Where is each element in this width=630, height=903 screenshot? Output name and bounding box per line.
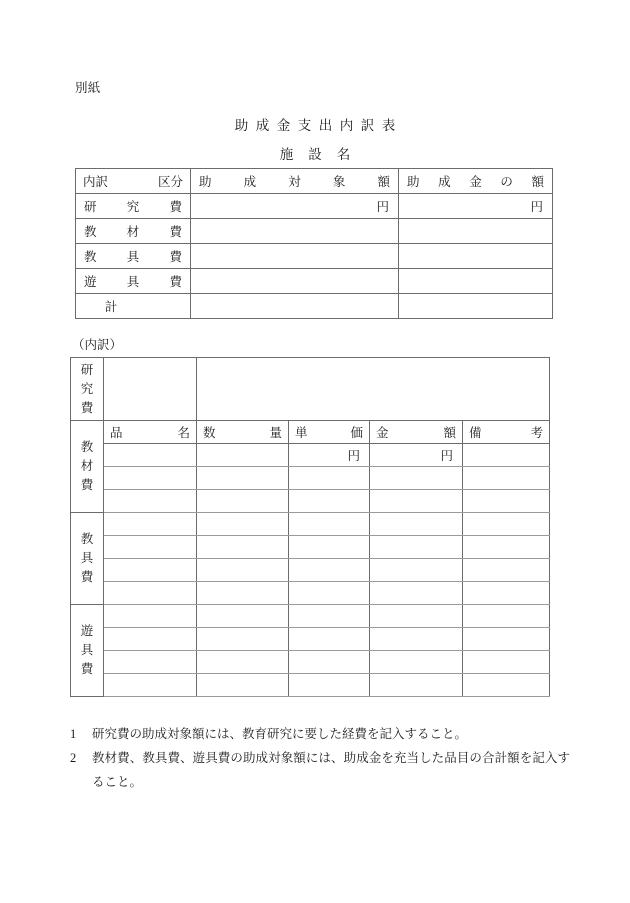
footer-note [70, 746, 570, 794]
detail-cell-amount[interactable] [370, 444, 463, 467]
detail-group-label-char: 教 [80, 532, 94, 546]
detail-cell-remarks[interactable] [463, 674, 550, 697]
summary-row-target-amount-cell[interactable] [191, 269, 399, 294]
summary-row-subsidy-amount-cell[interactable] [399, 269, 553, 294]
detail-cell-quantity[interactable] [197, 559, 289, 582]
detail-cell-remarks[interactable] [463, 536, 550, 559]
detail-header-row [71, 421, 550, 444]
detail-column-header-quantity [197, 421, 289, 444]
detail-cell-item-name[interactable] [104, 582, 197, 605]
detail-cell-unit-price[interactable] [289, 444, 370, 467]
summary-row-subsidy-amount-cell[interactable] [399, 194, 553, 219]
detail-row [71, 467, 550, 490]
detail-cell-unit-price[interactable] [289, 651, 370, 674]
research-cell-b[interactable] [197, 358, 550, 421]
detail-cell-unit-price[interactable] [289, 605, 370, 628]
detail-row [71, 490, 550, 513]
summary-header-target-amount: 助成対象額 [199, 175, 390, 189]
table-row [76, 269, 553, 294]
detail-group-label-1 [71, 421, 104, 513]
summary-row-label: 研究費 [84, 200, 182, 214]
detail-cell-quantity[interactable] [197, 536, 289, 559]
detail-cell-quantity[interactable] [197, 444, 289, 467]
detail-cell-quantity[interactable] [197, 490, 289, 513]
summary-row-label: 計 [104, 300, 118, 314]
detail-column-header-remarks [463, 421, 550, 444]
detail-group-label-char: 遊 [80, 624, 94, 638]
detail-cell-quantity[interactable] [197, 582, 289, 605]
footer-note-text: 教材費、教具費、遊具費の助成対象額には、助成金を充当した品目の合計額を記入すること。 [92, 751, 570, 789]
detail-row [71, 582, 550, 605]
detail-column-header-item-name [104, 421, 197, 444]
detail-cell-amount[interactable] [370, 467, 463, 490]
footer-note [70, 722, 570, 746]
detail-cell-remarks[interactable] [463, 605, 550, 628]
table-row [76, 244, 553, 269]
detail-group-label-2 [71, 513, 104, 605]
table-row [76, 194, 553, 219]
detail-row [71, 536, 550, 559]
detail-cell-quantity[interactable] [197, 513, 289, 536]
detail-row [71, 444, 550, 467]
summary-row-label-cell [76, 269, 191, 294]
sheet-label: 別紙 [75, 81, 101, 95]
detail-cell-remarks[interactable] [463, 467, 550, 490]
detail-cell-unit-price[interactable] [289, 467, 370, 490]
footer-notes [70, 722, 570, 794]
yen-unit: 円 [376, 200, 389, 214]
detail-column-header-amount [370, 421, 463, 444]
detail-group-label-char: 具 [80, 643, 94, 657]
summary-row-target-amount-cell[interactable] [191, 294, 399, 319]
table-row [76, 219, 553, 244]
detail-cell-unit-price[interactable] [289, 513, 370, 536]
detail-cell-unit-price[interactable] [289, 628, 370, 651]
detail-column-header-label-remarks: 備考 [469, 426, 543, 440]
detail-cell-item-name[interactable] [104, 674, 197, 697]
footer-note-number: 1 [70, 727, 77, 741]
detail-cell-item-name[interactable] [104, 513, 197, 536]
summary-row-label-cell [76, 219, 191, 244]
detail-cell-item-name[interactable] [104, 651, 197, 674]
detail-cell-amount[interactable] [370, 536, 463, 559]
detail-cell-amount[interactable] [370, 605, 463, 628]
summary-header-subsidy-amount-cell [399, 169, 553, 194]
detail-table [70, 357, 550, 697]
detail-group-label-research [71, 358, 104, 421]
table-header-row [76, 169, 553, 194]
detail-group-label-char: 材 [80, 459, 94, 473]
summary-row-target-amount-cell[interactable] [191, 244, 399, 269]
summary-row-label: 遊具費 [84, 275, 182, 289]
summary-header-breakdown [76, 172, 190, 190]
detail-cell-remarks[interactable] [463, 628, 550, 651]
detail-cell-amount[interactable] [370, 628, 463, 651]
detail-column-header-label-amount: 金額 [376, 426, 456, 440]
detail-group-label-char: 費 [80, 478, 94, 492]
detail-cell-item-name[interactable] [104, 467, 197, 490]
yen-unit: 円 [530, 200, 543, 214]
summary-header-target-amount-cell [191, 169, 399, 194]
detail-group-label-char: 具 [80, 551, 94, 565]
summary-row-target-amount-cell[interactable] [191, 219, 399, 244]
detail-cell-item-name[interactable] [104, 559, 197, 582]
detail-cell-unit-price[interactable] [289, 490, 370, 513]
research-cell-a[interactable] [104, 358, 197, 421]
detail-row [71, 559, 550, 582]
detail-cell-remarks[interactable] [463, 582, 550, 605]
detail-cell-item-name[interactable] [104, 605, 197, 628]
detail-row [71, 674, 550, 697]
detail-group-label-char: 費 [80, 570, 94, 584]
yen-unit: 円 [347, 449, 360, 463]
detail-row [71, 651, 550, 674]
detail-cell-amount[interactable] [370, 559, 463, 582]
summary-row-label: 教材費 [84, 225, 182, 239]
detail-cell-quantity[interactable] [197, 651, 289, 674]
detail-cell-item-name[interactable] [104, 628, 197, 651]
research-group-row [71, 358, 550, 421]
detail-group-label-char: 研 [80, 362, 94, 377]
summary-header-subsidy-amount: 助成金の額 [407, 175, 544, 189]
detail-cell-quantity[interactable] [197, 605, 289, 628]
summary-row-subsidy-amount-cell[interactable] [399, 294, 553, 319]
detail-cell-unit-price[interactable] [289, 582, 370, 605]
detail-cell-amount[interactable] [370, 582, 463, 605]
summary-header-breakdown-right: 区分 [157, 175, 183, 189]
summary-row-subsidy-amount-cell[interactable] [399, 219, 553, 244]
detail-cell-amount[interactable] [370, 513, 463, 536]
breakdown-label: （内訳） [72, 338, 123, 352]
summary-header-breakdown-cell [76, 169, 191, 194]
detail-cell-item-name[interactable] [104, 490, 197, 513]
summary-row-label-cell [76, 244, 191, 269]
detail-group-label-char: 費 [80, 662, 94, 676]
detail-row [71, 605, 550, 628]
yen-unit: 円 [440, 449, 453, 463]
detail-row [71, 513, 550, 536]
detail-cell-quantity[interactable] [197, 467, 289, 490]
summary-row-label: 教具費 [84, 250, 182, 264]
summary-row-subsidy-amount-cell[interactable] [399, 244, 553, 269]
detail-group-label-3 [71, 605, 104, 697]
detail-column-header-label-quantity: 数量 [203, 426, 282, 440]
detail-cell-remarks[interactable] [463, 651, 550, 674]
detail-cell-amount[interactable] [370, 490, 463, 513]
detail-cell-amount[interactable] [370, 674, 463, 697]
detail-cell-remarks[interactable] [463, 513, 550, 536]
detail-row [71, 628, 550, 651]
footer-note-text: 研究費の助成対象額には、教育研究に要した経費を記入すること。 [92, 727, 468, 741]
detail-group-label-char: 教 [80, 440, 94, 454]
detail-column-header-unit-price [289, 421, 370, 444]
detail-cell-remarks[interactable] [463, 444, 550, 467]
detail-cell-remarks[interactable] [463, 490, 550, 513]
table-row [76, 294, 553, 319]
detail-cell-item-name[interactable] [104, 444, 197, 467]
summary-row-label-cell [76, 294, 191, 319]
detail-cell-remarks[interactable] [463, 559, 550, 582]
summary-row-target-amount-cell[interactable] [191, 194, 399, 219]
detail-column-header-label-unit-price: 単価 [295, 426, 363, 440]
detail-cell-unit-price[interactable] [289, 536, 370, 559]
detail-group-label-char: 究 [80, 381, 94, 396]
detail-cell-unit-price[interactable] [289, 559, 370, 582]
summary-header-breakdown-left: 内訳 [83, 175, 109, 189]
page-title: 助成金支出内訳表 [234, 118, 403, 133]
detail-cell-amount[interactable] [370, 651, 463, 674]
detail-cell-item-name[interactable] [104, 536, 197, 559]
summary-row-label-cell [76, 194, 191, 219]
detail-cell-quantity[interactable] [197, 674, 289, 697]
summary-table [75, 168, 553, 319]
detail-column-header-label-item-name: 品名 [110, 426, 190, 440]
detail-cell-unit-price[interactable] [289, 674, 370, 697]
footer-note-number: 2 [70, 751, 77, 765]
detail-group-label-char: 費 [80, 400, 94, 415]
facility-name-title: 施設名 [279, 147, 366, 162]
detail-cell-quantity[interactable] [197, 628, 289, 651]
